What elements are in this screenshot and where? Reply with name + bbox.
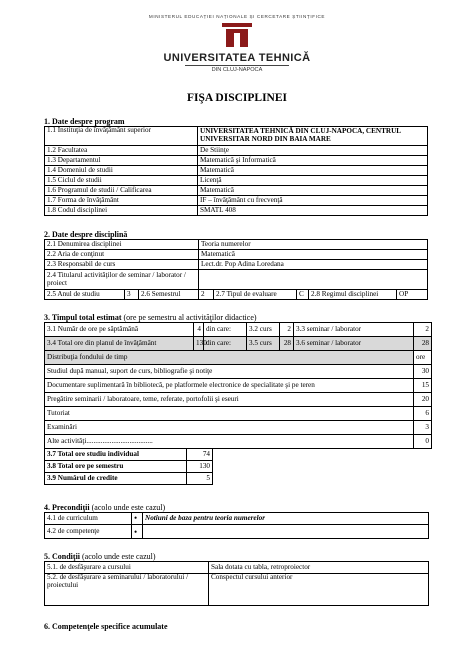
section-4-title: 4. Precondiţii [44,503,90,512]
row-value [199,270,428,290]
row-value: SMATL 408 [198,206,428,216]
distribution-label: Distribuţia fondului de timp [45,351,414,365]
activity-label: Documentare suplimentară în bibliotecă, pe platformele electronice de specialitate şi pe teren [45,379,414,393]
table-row [45,323,432,337]
table-row [45,290,428,300]
row-label: 1.1 Instituţia de învăţământ superior [45,127,198,146]
course-label: 3.2 curs [247,323,280,337]
university-name: UNIVERSITATEA TEHNICĂ [163,52,311,64]
row-value: Matematică [198,166,428,176]
total-hours-value: 130 [194,337,204,351]
seminar-label: 3.3 seminar / laborator [294,323,414,337]
row-value: Matematică [199,250,428,260]
university-logo-icon [220,22,254,48]
regime-label: 2.8 Regimul disciplinei [309,290,397,300]
row-label: 2.3 Responsabil de curs [45,260,199,270]
table-row [45,351,432,365]
seminar-label: 3.6 seminar / laborator [294,337,414,351]
table-row [45,393,432,407]
total-label: 3.7 Total ore studiu individual [45,449,187,461]
table-row [45,127,428,146]
total-value: 74 [187,449,213,461]
semester-value: 2 [199,290,214,300]
row-label: 1.2 Facultatea [45,146,198,156]
total-hours-label: 3.4 Total ore din planul de învăţământ [45,337,194,351]
discipline-table [44,239,428,300]
row-label: 2.2 Aria de conţinut [45,250,199,260]
table-row [45,461,213,473]
table-row [45,186,428,196]
table-row [45,206,428,216]
row-value: Licenţă [198,176,428,186]
table-row [45,337,432,351]
activity-value: 15 [414,379,432,393]
row-value: Notiuni de baza pentru teoria numerelor [143,513,429,525]
section-4-note: (acolo unde este cazul) [91,503,166,512]
row-value: Matematică [198,186,428,196]
hours-week-value: 4 [194,323,204,337]
table-row [45,435,432,449]
table-row [45,166,428,176]
activity-label: Studiul după manual, suport de curs, bibliografie şi notiţe [45,365,414,379]
table-row [45,525,429,539]
activity-value: 30 [414,365,432,379]
row-label: 1.6 Programul de studii / Calificarea [45,186,198,196]
row-label: 1.5 Ciclul de studii [45,176,198,186]
header-divider [185,65,289,66]
section-5-title: 5. Condiţii [44,552,81,561]
row-value: IF – învăţământ cu frecvenţă [198,196,428,206]
total-label: 3.9 Numărul de credite [45,473,187,485]
table-row [45,365,432,379]
of-which-label: din care: [204,337,247,351]
row-value [143,525,429,539]
section-5-heading [44,552,156,561]
table-row [45,176,428,186]
row-label: 1.8 Codul disciplinei [45,206,198,216]
evaluation-value: C [297,290,309,300]
activity-value: 6 [414,407,432,421]
total-label: 3.8 Total ore pe semestru [45,461,187,473]
regime-value: OP [397,290,428,300]
preconditions-table [44,512,429,539]
total-value: 5 [187,473,213,485]
course-value: 2 [280,323,294,337]
time-table [44,322,432,449]
course-value: 28 [280,337,294,351]
table-row [45,156,428,166]
hours-week-label: 3.1 Număr de ore pe săptămână [45,323,194,337]
row-label: 1.3 Departamentul [45,156,198,166]
of-which-label: din care: [204,323,247,337]
document-title: FIŞA DISCIPLINEI [186,92,288,104]
table-row [45,562,429,574]
table-row [45,146,428,156]
totals-table [44,448,213,485]
section-2-heading: 2. Date despre disciplină [44,230,128,239]
row-value: Sala dotata cu tabla, retroproiector [209,562,429,574]
table-row [45,574,429,606]
program-table [44,126,428,216]
row-value: Teoria numerelor [199,240,428,250]
table-row [45,449,213,461]
row-label: 1.4 Domeniul de studii [45,166,198,176]
activity-label: Tutoriat [45,407,414,421]
row-label: 2.4 Titularul activităţilor de seminar / laborator / proiect [45,270,199,290]
section-4-heading [44,503,165,512]
row-label: 1.7 Forma de învăţământ [45,196,198,206]
table-row [45,473,213,485]
section-1-heading: 1. Date despre program [44,117,125,126]
total-value: 130 [187,461,213,473]
activity-label: Alte activităţi..................................... [45,435,414,449]
row-label: 4.1 de curriculum [45,513,132,525]
conditions-table [44,561,429,606]
section-5-note: (acolo unde este cazul) [82,552,156,561]
evaluation-label: 2.7 Tipul de evaluare [214,290,297,300]
row-value: UNIVERSITATEA TEHNICĂ DIN CLUJ-NAPOCA, CENTRUL UNIVERSITAR NORD DIN BAIA MARE [198,127,428,146]
activity-label: Examinări [45,421,414,435]
row-value: De Stiinţe [198,146,428,156]
seminar-value: 28 [414,337,432,351]
table-row [45,379,432,393]
row-label: 4.2 de competenţe [45,525,132,539]
table-row [45,250,428,260]
ministry-line: MINISTERUL EDUCAȚIEI NAȚIONALE ȘI CERCETARE ȘTIINȚIFICE [148,14,326,19]
year-value: 3 [125,290,139,300]
row-value: Lect.dr. Pop Adina Loredana [199,260,428,270]
section-6-heading: 6. Competenţele specifice acumulate [44,622,168,631]
seminar-value: 2 [414,323,432,337]
university-city: DIN CLUJ-NAPOCA [211,67,263,73]
course-label: 3.5 curs [247,337,280,351]
section-3-note: (ore pe semestru al activităţilor didactice) [123,313,257,322]
table-row [45,260,428,270]
activity-value: 0 [414,435,432,449]
table-row [45,421,432,435]
distribution-unit: ore [414,351,432,365]
section-3-heading [44,313,257,322]
row-value: Matematică şi Informatică [198,156,428,166]
activity-value: 20 [414,393,432,407]
year-label: 2.5 Anul de studiu [45,290,125,300]
section-3-title: 3. Timpul total estimat [44,313,122,322]
row-label: 5.2. de desfăşurare a seminarului / laboratorului / proiectului [45,574,209,606]
row-label: 2.1 Denumirea disciplinei [45,240,199,250]
table-row [45,196,428,206]
activity-value: 3 [414,421,432,435]
row-value: Conspectul cursului anterior [209,574,429,606]
bullet-icon: • [132,513,143,525]
table-row [45,513,429,525]
table-row [45,270,428,290]
table-row [45,240,428,250]
row-label: 5.1. de desfăşurare a cursului [45,562,209,574]
semester-label: 2.6 Semestrul [139,290,199,300]
table-row [45,407,432,421]
activity-label: Pregătire seminarii / laboratoare, teme, referate, portofolii şi eseuri [45,393,414,407]
bullet-icon: • [132,525,143,539]
